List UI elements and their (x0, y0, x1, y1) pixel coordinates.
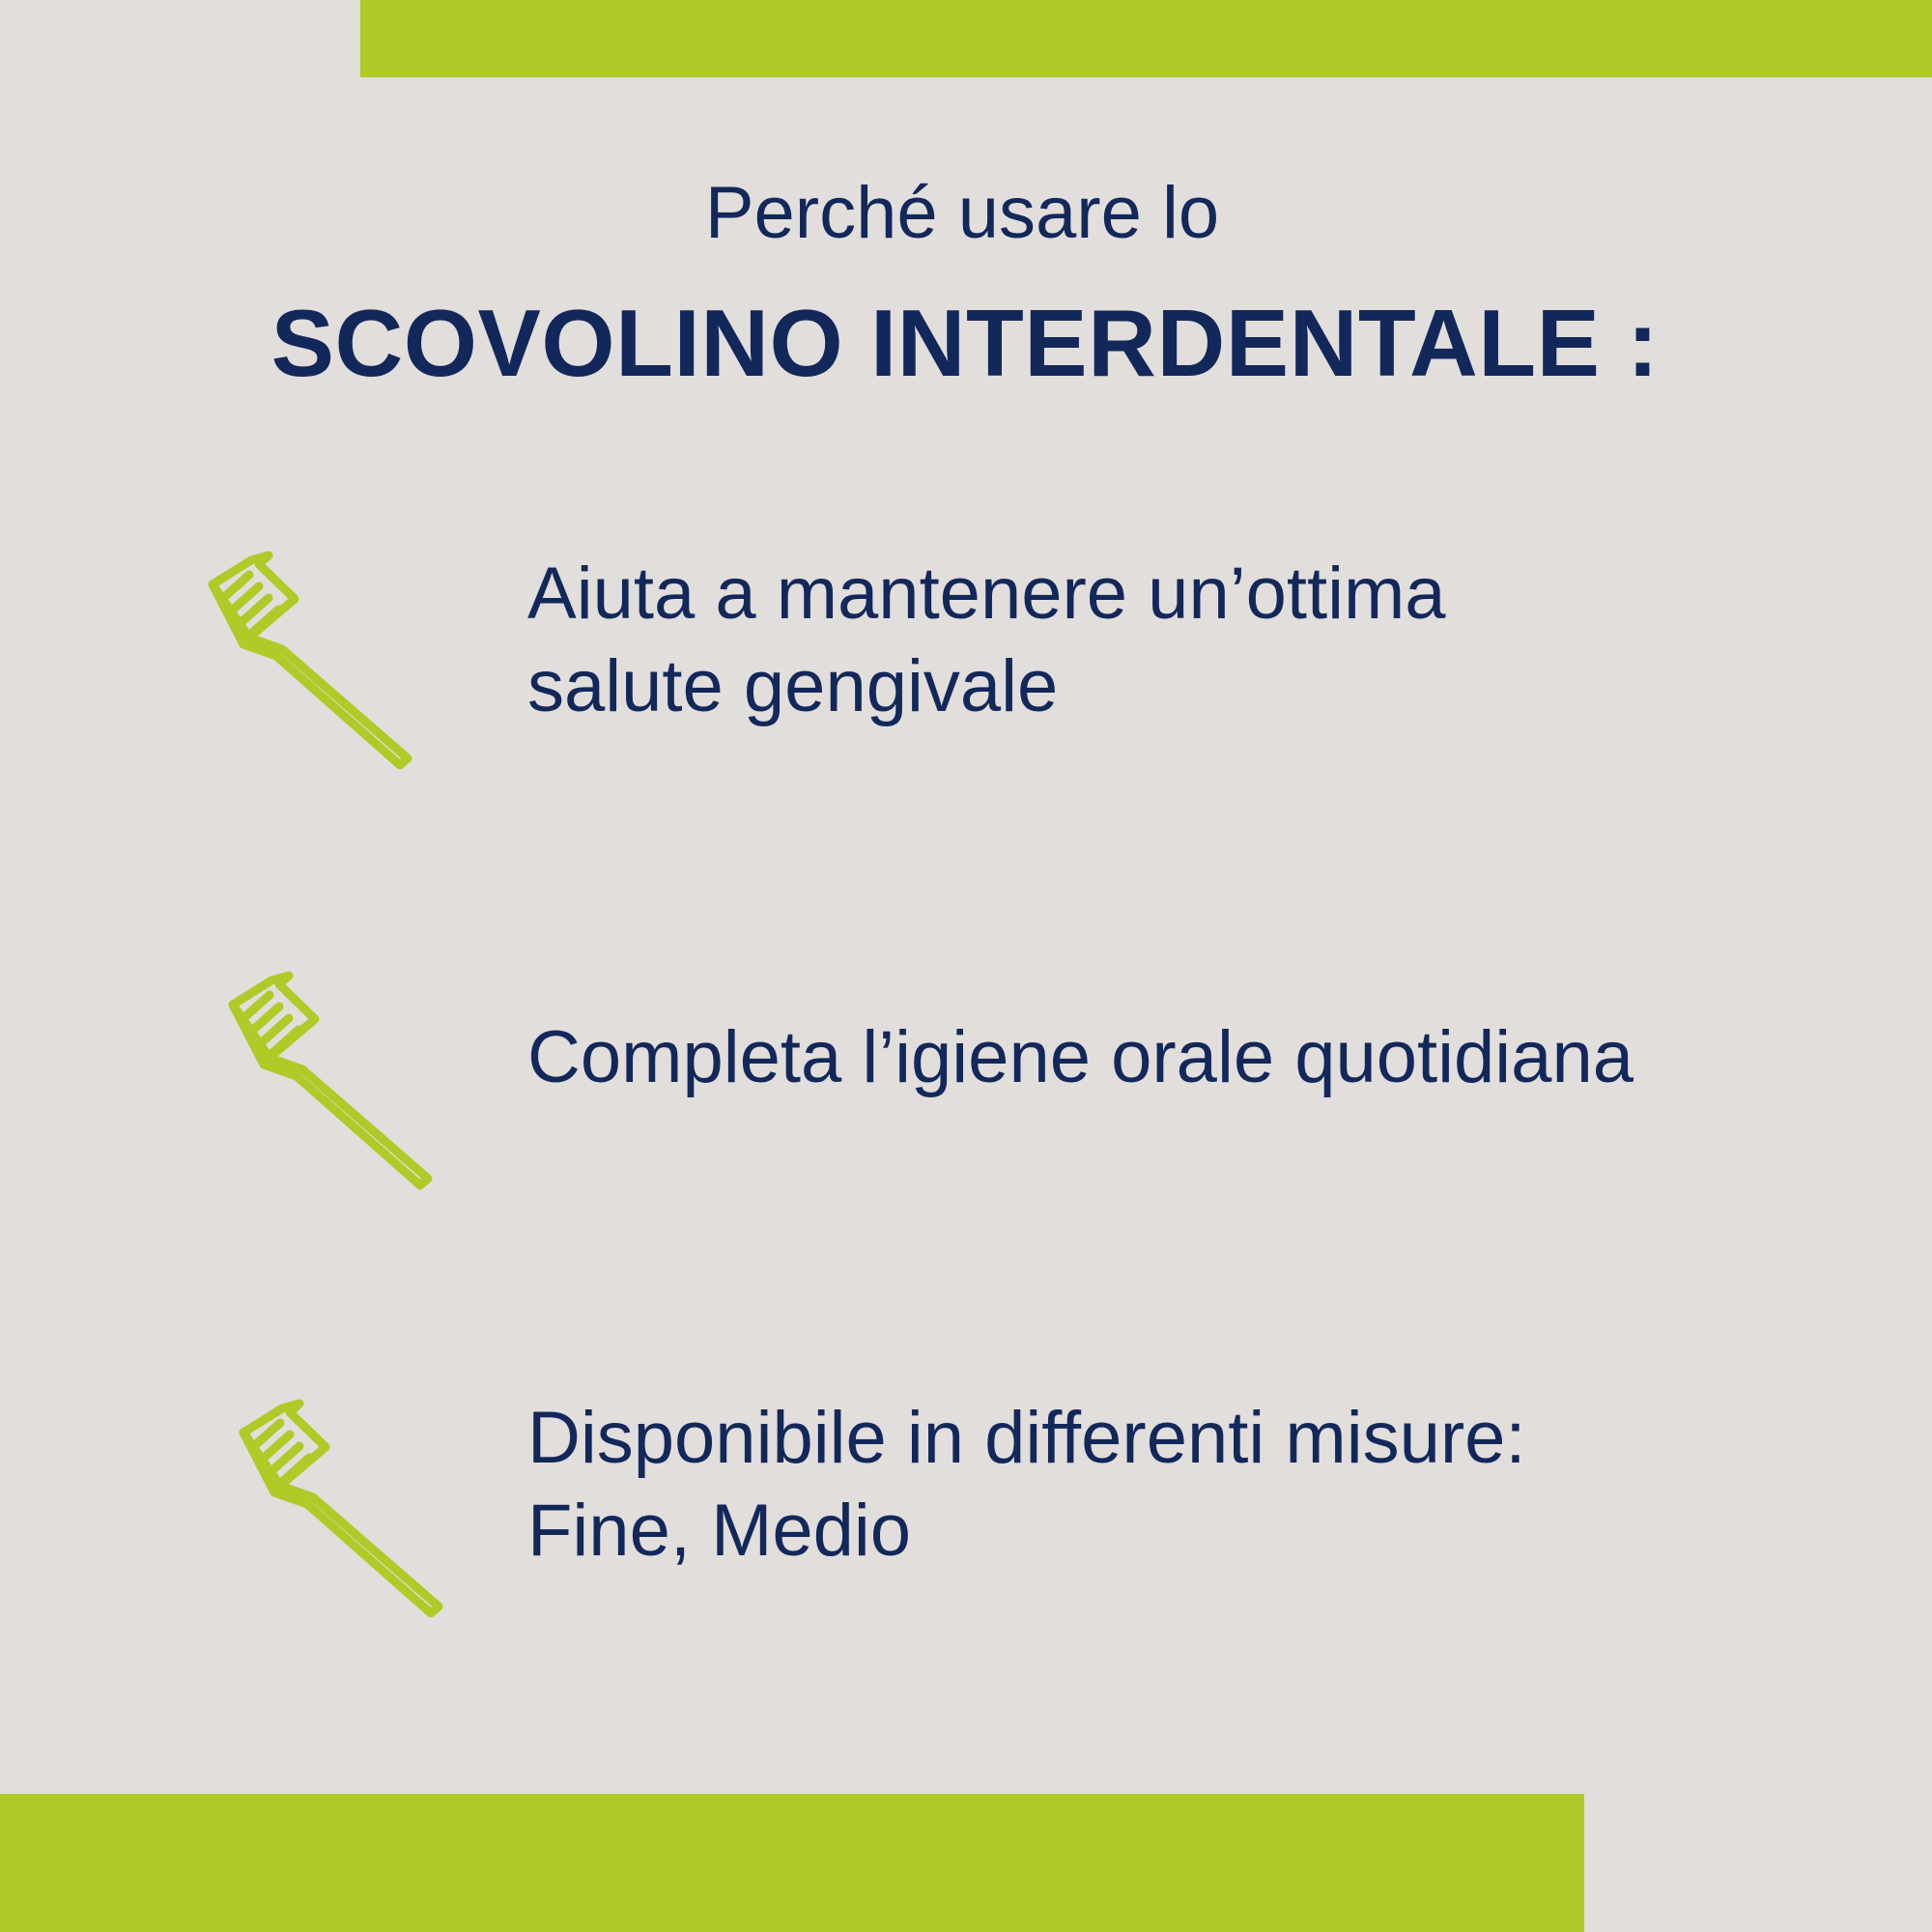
toothbrush-icon (224, 1389, 456, 1621)
benefit-text-3 (527, 1392, 1783, 1577)
benefit-3-line-1: Disponibile in differenti misure: (527, 1397, 1526, 1479)
heading-title (0, 290, 1932, 396)
benefit-text-2 (527, 1011, 1783, 1104)
heading-intro (0, 170, 1932, 257)
benefit-1-line-2: salute gengivale (527, 645, 1059, 727)
toothbrush-icon (213, 961, 445, 1193)
benefit-text-1 (527, 548, 1783, 733)
benefit-3-line-2: Fine, Medio (527, 1490, 912, 1572)
benefit-2-line-1: Completa l’igiene orale quotidiana (527, 1016, 1634, 1098)
heading-title-text: SCOVOLINO INTERDENTALE : (270, 290, 1660, 396)
benefit-1-line-1: Aiuta a mantenere un’ottima (527, 553, 1446, 635)
heading-intro-text: Perché usare lo (704, 172, 1220, 254)
top-accent-bar (360, 0, 1932, 77)
toothbrush-icon (193, 541, 425, 773)
bottom-accent-bar (0, 1794, 1584, 1932)
